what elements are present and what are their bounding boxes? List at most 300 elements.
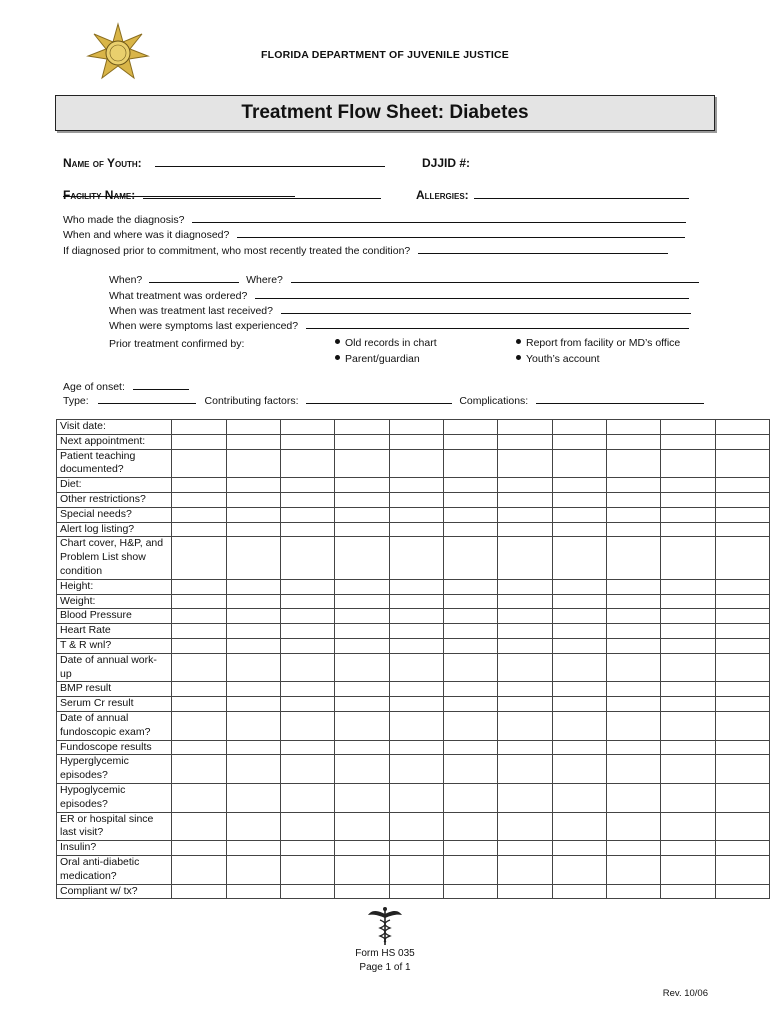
- row-label: Height:: [57, 579, 172, 594]
- entry-cell[interactable]: [715, 609, 769, 624]
- entry-cell[interactable]: [389, 755, 443, 784]
- entry-cell[interactable]: [552, 711, 606, 740]
- row-label: Hypoglycemic episodes?: [57, 783, 172, 812]
- entry-cell[interactable]: [552, 812, 606, 841]
- entry-cell[interactable]: [661, 755, 715, 784]
- entry-cell[interactable]: [552, 755, 606, 784]
- entry-cell[interactable]: [498, 609, 552, 624]
- entry-cell[interactable]: [498, 740, 552, 755]
- entry-cell[interactable]: [172, 812, 226, 841]
- entry-cell[interactable]: [606, 449, 660, 478]
- entry-cell[interactable]: [498, 638, 552, 653]
- entry-cell[interactable]: [443, 507, 497, 522]
- entry-cell[interactable]: [335, 740, 389, 755]
- entry-cell[interactable]: [661, 884, 715, 899]
- entry-cell[interactable]: [661, 507, 715, 522]
- row-label: Alert log listing?: [57, 522, 172, 537]
- entry-cell[interactable]: [226, 434, 280, 449]
- entry-cell[interactable]: [226, 537, 280, 579]
- age-of-onset-line[interactable]: [133, 389, 189, 390]
- entry-cell[interactable]: [715, 855, 769, 884]
- table-row: [57, 594, 770, 609]
- entry-cell[interactable]: [715, 653, 769, 682]
- entry-cell[interactable]: [172, 507, 226, 522]
- where-line[interactable]: [291, 282, 699, 283]
- entry-cell[interactable]: [715, 434, 769, 449]
- entry-cell[interactable]: [498, 478, 552, 493]
- allergies-line[interactable]: [474, 198, 689, 199]
- entry-cell[interactable]: [172, 638, 226, 653]
- entry-cell[interactable]: [498, 812, 552, 841]
- option-youth-account[interactable]: Youth’s account: [516, 353, 600, 365]
- entry-cell[interactable]: [498, 420, 552, 435]
- entry-cell[interactable]: [552, 537, 606, 579]
- option-parent-guardian[interactable]: Parent/guardian: [335, 353, 420, 365]
- entry-cell[interactable]: [552, 522, 606, 537]
- bullet-icon: [516, 339, 521, 344]
- entry-cell[interactable]: [389, 478, 443, 493]
- entry-cell[interactable]: [389, 594, 443, 609]
- entry-cell[interactable]: [335, 884, 389, 899]
- entry-cell[interactable]: [606, 841, 660, 856]
- entry-cell[interactable]: [498, 711, 552, 740]
- entry-cell[interactable]: [226, 855, 280, 884]
- entry-cell[interactable]: [281, 609, 335, 624]
- entry-cell[interactable]: [552, 507, 606, 522]
- entry-cell[interactable]: [172, 594, 226, 609]
- entry-cell[interactable]: [226, 711, 280, 740]
- entry-cell[interactable]: [389, 609, 443, 624]
- entry-cell[interactable]: [226, 638, 280, 653]
- entry-cell[interactable]: [661, 638, 715, 653]
- entry-cell[interactable]: [498, 507, 552, 522]
- entry-cell[interactable]: [226, 478, 280, 493]
- entry-cell[interactable]: [606, 537, 660, 579]
- entry-cell[interactable]: [443, 740, 497, 755]
- entry-cell[interactable]: [715, 478, 769, 493]
- entry-cell[interactable]: [172, 682, 226, 697]
- entry-cell[interactable]: [606, 594, 660, 609]
- entry-cell[interactable]: [715, 492, 769, 507]
- entry-cell[interactable]: [443, 609, 497, 624]
- entry-cell[interactable]: [498, 755, 552, 784]
- entry-cell[interactable]: [281, 537, 335, 579]
- entry-cell[interactable]: [715, 697, 769, 712]
- entry-cell[interactable]: [335, 855, 389, 884]
- entry-cell[interactable]: [661, 609, 715, 624]
- entry-cell[interactable]: [606, 740, 660, 755]
- entry-cell[interactable]: [498, 594, 552, 609]
- entry-cell[interactable]: [335, 609, 389, 624]
- entry-cell[interactable]: [281, 449, 335, 478]
- entry-cell[interactable]: [172, 624, 226, 639]
- entry-cell[interactable]: [661, 594, 715, 609]
- entry-cell[interactable]: [335, 682, 389, 697]
- when-line[interactable]: [149, 282, 239, 283]
- entry-cell[interactable]: [661, 682, 715, 697]
- entry-cell[interactable]: [715, 783, 769, 812]
- entry-cell[interactable]: [226, 884, 280, 899]
- entry-cell[interactable]: [281, 507, 335, 522]
- entry-cell[interactable]: [715, 682, 769, 697]
- entry-cell[interactable]: [226, 609, 280, 624]
- entry-cell[interactable]: [281, 579, 335, 594]
- entry-cell[interactable]: [498, 434, 552, 449]
- row-label: ER or hospital since last visit?: [57, 812, 172, 841]
- entry-cell[interactable]: [335, 653, 389, 682]
- type-line[interactable]: [98, 403, 196, 404]
- entry-cell[interactable]: [226, 594, 280, 609]
- entry-cell[interactable]: [498, 492, 552, 507]
- entry-cell[interactable]: [172, 478, 226, 493]
- entry-cell[interactable]: [389, 522, 443, 537]
- entry-cell[interactable]: [389, 884, 443, 899]
- row-label: Patient teaching documented?: [57, 449, 172, 478]
- entry-cell[interactable]: [172, 609, 226, 624]
- entry-cell[interactable]: [335, 841, 389, 856]
- entry-cell[interactable]: [226, 841, 280, 856]
- entry-cell[interactable]: [715, 884, 769, 899]
- entry-cell[interactable]: [281, 638, 335, 653]
- name-of-youth-line[interactable]: [155, 166, 385, 167]
- entry-cell[interactable]: [443, 711, 497, 740]
- entry-cell[interactable]: [335, 434, 389, 449]
- entry-cell[interactable]: [606, 420, 660, 435]
- symptoms-line[interactable]: [306, 328, 689, 329]
- entry-cell[interactable]: [443, 697, 497, 712]
- entry-cell[interactable]: [443, 449, 497, 478]
- entry-cell[interactable]: [606, 478, 660, 493]
- entry-cell[interactable]: [606, 812, 660, 841]
- entry-cell[interactable]: [552, 449, 606, 478]
- entry-cell[interactable]: [606, 653, 660, 682]
- entry-cell[interactable]: [335, 594, 389, 609]
- entry-cell[interactable]: [389, 579, 443, 594]
- entry-cell[interactable]: [226, 624, 280, 639]
- entry-cell[interactable]: [606, 682, 660, 697]
- entry-cell[interactable]: [172, 492, 226, 507]
- when-where-line[interactable]: [237, 237, 685, 238]
- entry-cell[interactable]: [661, 492, 715, 507]
- entry-cell[interactable]: [443, 638, 497, 653]
- entry-cell[interactable]: [443, 855, 497, 884]
- entry-cell[interactable]: [715, 740, 769, 755]
- entry-cell[interactable]: [335, 507, 389, 522]
- entry-cell[interactable]: [552, 841, 606, 856]
- entry-cell[interactable]: [172, 579, 226, 594]
- entry-cell[interactable]: [552, 579, 606, 594]
- entry-cell[interactable]: [552, 420, 606, 435]
- entry-cell[interactable]: [661, 449, 715, 478]
- diagnosis-line[interactable]: [192, 222, 686, 223]
- entry-cell[interactable]: [552, 855, 606, 884]
- entry-cell[interactable]: [498, 624, 552, 639]
- entry-cell[interactable]: [552, 884, 606, 899]
- entry-cell[interactable]: [498, 697, 552, 712]
- entry-cell[interactable]: [498, 449, 552, 478]
- entry-cell[interactable]: [715, 420, 769, 435]
- entry-cell[interactable]: [172, 711, 226, 740]
- entry-cell[interactable]: [335, 755, 389, 784]
- entry-cell[interactable]: [498, 579, 552, 594]
- entry-cell[interactable]: [281, 841, 335, 856]
- entry-cell[interactable]: [606, 492, 660, 507]
- entry-cell[interactable]: [389, 711, 443, 740]
- entry-cell[interactable]: [335, 624, 389, 639]
- entry-cell[interactable]: [606, 855, 660, 884]
- entry-cell[interactable]: [226, 579, 280, 594]
- entry-cell[interactable]: [552, 783, 606, 812]
- entry-cell[interactable]: [389, 449, 443, 478]
- entry-cell[interactable]: [443, 682, 497, 697]
- entry-cell[interactable]: [498, 841, 552, 856]
- entry-cell[interactable]: [498, 884, 552, 899]
- entry-cell[interactable]: [172, 420, 226, 435]
- entry-cell[interactable]: [498, 682, 552, 697]
- entry-cell[interactable]: [389, 841, 443, 856]
- entry-cell[interactable]: [389, 420, 443, 435]
- entry-cell[interactable]: [389, 783, 443, 812]
- agency-name: FLORIDA DEPARTMENT OF JUVENILE JUSTICE: [261, 49, 509, 61]
- entry-cell[interactable]: [335, 812, 389, 841]
- entry-cell[interactable]: [172, 449, 226, 478]
- entry-cell[interactable]: [606, 434, 660, 449]
- entry-cell[interactable]: [335, 449, 389, 478]
- entry-cell[interactable]: [281, 522, 335, 537]
- row-label: Special needs?: [57, 507, 172, 522]
- diagnosis-question: [63, 214, 686, 226]
- entry-cell[interactable]: [552, 697, 606, 712]
- entry-cell[interactable]: [552, 478, 606, 493]
- entry-cell[interactable]: [552, 434, 606, 449]
- entry-cell[interactable]: [498, 522, 552, 537]
- entry-cell[interactable]: [335, 579, 389, 594]
- entry-cell[interactable]: [389, 740, 443, 755]
- entry-cell[interactable]: [281, 855, 335, 884]
- entry-cell[interactable]: [226, 522, 280, 537]
- entry-cell[interactable]: [226, 783, 280, 812]
- entry-cell[interactable]: [661, 740, 715, 755]
- entry-cell[interactable]: [335, 492, 389, 507]
- entry-cell[interactable]: [661, 624, 715, 639]
- entry-cell[interactable]: [606, 638, 660, 653]
- form-title-box: [55, 95, 715, 131]
- complications-line[interactable]: [536, 403, 704, 404]
- entry-cell[interactable]: [281, 624, 335, 639]
- entry-cell[interactable]: [661, 478, 715, 493]
- entry-cell[interactable]: [443, 522, 497, 537]
- entry-cell[interactable]: [606, 884, 660, 899]
- entry-cell[interactable]: [172, 740, 226, 755]
- entry-cell[interactable]: [715, 812, 769, 841]
- entry-cell[interactable]: [443, 594, 497, 609]
- entry-cell[interactable]: [661, 697, 715, 712]
- entry-cell[interactable]: [172, 783, 226, 812]
- entry-cell[interactable]: [715, 537, 769, 579]
- entry-cell[interactable]: [389, 492, 443, 507]
- entry-cell[interactable]: [715, 711, 769, 740]
- entry-cell[interactable]: [552, 492, 606, 507]
- entry-cell[interactable]: [661, 812, 715, 841]
- entry-cell[interactable]: [281, 755, 335, 784]
- row-label: Oral anti-diabetic medication?: [57, 855, 172, 884]
- entry-cell[interactable]: [281, 653, 335, 682]
- row-label: Blood Pressure: [57, 609, 172, 624]
- entry-cell[interactable]: [281, 434, 335, 449]
- entry-cell[interactable]: [552, 594, 606, 609]
- entry-cell[interactable]: [281, 492, 335, 507]
- entry-cell[interactable]: [443, 783, 497, 812]
- entry-cell[interactable]: [606, 579, 660, 594]
- entry-cell[interactable]: [606, 783, 660, 812]
- entry-cell[interactable]: [335, 420, 389, 435]
- prior-treatment-line[interactable]: [418, 253, 668, 254]
- entry-cell[interactable]: [226, 812, 280, 841]
- entry-cell[interactable]: [281, 740, 335, 755]
- entry-cell[interactable]: [226, 755, 280, 784]
- entry-cell[interactable]: [335, 783, 389, 812]
- entry-cell[interactable]: [226, 697, 280, 712]
- entry-cell[interactable]: [281, 682, 335, 697]
- entry-cell[interactable]: [389, 855, 443, 884]
- entry-cell[interactable]: [661, 653, 715, 682]
- entry-cell[interactable]: [443, 579, 497, 594]
- entry-cell[interactable]: [715, 449, 769, 478]
- entry-cell[interactable]: [443, 812, 497, 841]
- entry-cell[interactable]: [389, 537, 443, 579]
- entry-cell[interactable]: [335, 537, 389, 579]
- entry-cell[interactable]: [335, 697, 389, 712]
- entry-cell[interactable]: [661, 783, 715, 812]
- entry-cell[interactable]: [661, 579, 715, 594]
- entry-cell[interactable]: [281, 420, 335, 435]
- entry-cell[interactable]: [661, 434, 715, 449]
- entry-cell[interactable]: [661, 711, 715, 740]
- entry-cell[interactable]: [606, 624, 660, 639]
- entry-cell[interactable]: [172, 434, 226, 449]
- entry-cell[interactable]: [606, 609, 660, 624]
- entry-cell[interactable]: [606, 697, 660, 712]
- entry-cell[interactable]: [606, 755, 660, 784]
- entry-cell[interactable]: [172, 755, 226, 784]
- entry-cell[interactable]: [606, 711, 660, 740]
- entry-cell[interactable]: [335, 711, 389, 740]
- entry-cell[interactable]: [715, 638, 769, 653]
- entry-cell[interactable]: [226, 682, 280, 697]
- table-row: [57, 740, 770, 755]
- entry-cell[interactable]: [443, 492, 497, 507]
- entry-cell[interactable]: [172, 697, 226, 712]
- entry-cell[interactable]: [389, 812, 443, 841]
- treatment-ordered-line[interactable]: [255, 298, 689, 299]
- entry-cell[interactable]: [606, 507, 660, 522]
- entry-cell[interactable]: [552, 638, 606, 653]
- entry-cell[interactable]: [335, 638, 389, 653]
- entry-cell[interactable]: [335, 478, 389, 493]
- entry-cell[interactable]: [443, 434, 497, 449]
- entry-cell[interactable]: [443, 537, 497, 579]
- facility-name-line[interactable]: [143, 198, 381, 199]
- entry-cell[interactable]: [281, 884, 335, 899]
- entry-cell[interactable]: [226, 449, 280, 478]
- entry-cell[interactable]: [226, 507, 280, 522]
- entry-cell[interactable]: [226, 420, 280, 435]
- entry-cell[interactable]: [389, 653, 443, 682]
- age-of-onset-label: Age of onset:: [63, 381, 125, 393]
- entry-cell[interactable]: [443, 624, 497, 639]
- entry-cell[interactable]: [226, 740, 280, 755]
- entry-cell[interactable]: [715, 522, 769, 537]
- entry-cell[interactable]: [172, 884, 226, 899]
- last-received-line[interactable]: [281, 313, 691, 314]
- entry-cell[interactable]: [389, 697, 443, 712]
- entry-cell[interactable]: [552, 609, 606, 624]
- entry-cell[interactable]: [389, 638, 443, 653]
- entry-cell[interactable]: [443, 884, 497, 899]
- entry-cell[interactable]: [389, 624, 443, 639]
- option-old-records[interactable]: Old records in chart: [335, 337, 437, 349]
- entry-cell[interactable]: [661, 855, 715, 884]
- entry-cell[interactable]: [498, 855, 552, 884]
- entry-cell[interactable]: [443, 653, 497, 682]
- entry-cell[interactable]: [715, 507, 769, 522]
- entry-cell[interactable]: [281, 783, 335, 812]
- entry-cell[interactable]: [715, 841, 769, 856]
- entry-cell[interactable]: [443, 478, 497, 493]
- entry-cell[interactable]: [661, 420, 715, 435]
- entry-cell[interactable]: [172, 537, 226, 579]
- entry-cell[interactable]: [281, 697, 335, 712]
- entry-cell[interactable]: [281, 812, 335, 841]
- entry-cell[interactable]: [335, 522, 389, 537]
- entry-cell[interactable]: [389, 507, 443, 522]
- entry-cell[interactable]: [172, 522, 226, 537]
- entry-cell[interactable]: [715, 594, 769, 609]
- entry-cell[interactable]: [443, 420, 497, 435]
- entry-cell[interactable]: [715, 624, 769, 639]
- entry-cell[interactable]: [226, 492, 280, 507]
- entry-cell[interactable]: [281, 711, 335, 740]
- entry-cell[interactable]: [443, 841, 497, 856]
- entry-cell[interactable]: [606, 522, 660, 537]
- entry-cell[interactable]: [389, 682, 443, 697]
- entry-cell[interactable]: [552, 624, 606, 639]
- entry-cell[interactable]: [443, 755, 497, 784]
- entry-cell[interactable]: [172, 653, 226, 682]
- entry-cell[interactable]: [281, 594, 335, 609]
- entry-cell[interactable]: [172, 855, 226, 884]
- entry-cell[interactable]: [661, 522, 715, 537]
- entry-cell[interactable]: [552, 740, 606, 755]
- entry-cell[interactable]: [552, 653, 606, 682]
- entry-cell[interactable]: [281, 478, 335, 493]
- entry-cell[interactable]: [172, 841, 226, 856]
- bullet-icon: [335, 339, 340, 344]
- entry-cell[interactable]: [552, 682, 606, 697]
- entry-cell[interactable]: [389, 434, 443, 449]
- entry-cell[interactable]: [498, 653, 552, 682]
- option-facility-report[interactable]: Report from facility or MD’s office: [516, 337, 680, 349]
- contributing-factors-line[interactable]: [306, 403, 452, 404]
- entry-cell[interactable]: [715, 755, 769, 784]
- entry-cell[interactable]: [498, 783, 552, 812]
- entry-cell[interactable]: [661, 841, 715, 856]
- table-row: [57, 507, 770, 522]
- entry-cell[interactable]: [661, 537, 715, 579]
- entry-cell[interactable]: [715, 579, 769, 594]
- entry-cell[interactable]: [226, 653, 280, 682]
- entry-cell[interactable]: [498, 537, 552, 579]
